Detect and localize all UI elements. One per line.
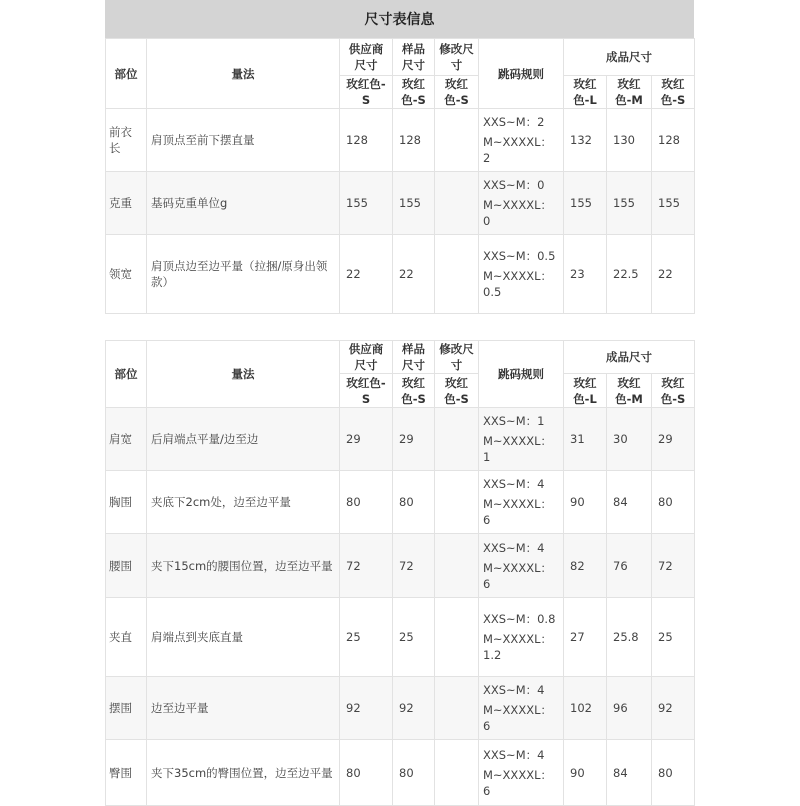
finished-size-cell: 90 (564, 740, 607, 806)
finished-size-cell: 30 (607, 408, 652, 471)
table-row (106, 534, 695, 598)
header-sample: 样品尺寸 (393, 39, 435, 76)
part-cell: 胸围 (106, 471, 147, 534)
rule-line: M~XXXXL：6 (483, 767, 552, 798)
size-table-1 (105, 38, 695, 314)
header-sample: 样品尺寸 (393, 341, 435, 374)
rule-line: M~XXXXL：0.5 (483, 269, 552, 299)
supplier-size-cell: 25 (340, 598, 393, 677)
finished-size-cell: 23 (564, 235, 607, 314)
rule-line: M~XXXXL：6 (483, 560, 552, 591)
rule-line: XXS~M：2 (483, 115, 545, 129)
finished-size-cell: 132 (564, 109, 607, 172)
supplier-size-cell: 155 (340, 172, 393, 235)
table-row (106, 740, 695, 806)
sample-size-cell: 72 (393, 534, 435, 598)
header-supplier: 供应商尺寸 (340, 39, 393, 76)
method-cell: 肩顶点边至边平量（拉捆/原身出领款） (147, 235, 340, 314)
finished-size-cell: 22 (652, 235, 695, 314)
finished-size-cell: 82 (564, 534, 607, 598)
finished-size-cell: 96 (607, 677, 652, 740)
rule-cell (479, 109, 564, 172)
sample-size-cell: 22 (393, 235, 435, 314)
table-row (106, 172, 695, 235)
modified-size-cell (435, 172, 479, 235)
header-finished-size: 玫红色-L (564, 374, 607, 408)
part-cell: 腰围 (106, 534, 147, 598)
rule-line: XXS~M：4 (483, 540, 545, 555)
supplier-size-cell: 80 (340, 740, 393, 806)
finished-size-cell: 155 (607, 172, 652, 235)
table-row (106, 109, 695, 172)
part-cell: 前衣长 (106, 109, 147, 172)
method-cell: 夹底下2cm处，边至边平量 (147, 471, 340, 534)
sample-size-cell: 92 (393, 677, 435, 740)
method-cell: 边至边平量 (147, 677, 340, 740)
header-row (106, 341, 695, 374)
rule-line: XXS~M：4 (483, 477, 545, 491)
finished-size-cell: 80 (652, 471, 695, 534)
header-sample-color: 玫红色-S (393, 374, 435, 408)
supplier-size-cell: 128 (340, 109, 393, 172)
header-modified-color: 玫红色-S (435, 374, 479, 408)
method-cell: 肩端点到夹底直量 (147, 598, 340, 677)
table-row (106, 408, 695, 471)
header-modified-color: 玫红色-S (435, 76, 479, 109)
header-finished-size: 玫红色-S (652, 374, 695, 408)
rule-cell (479, 598, 564, 677)
method-cell: 肩顶点至前下摆直量 (147, 109, 340, 172)
finished-size-cell: 128 (652, 109, 695, 172)
method-cell: 后肩端点平量/边至边 (147, 408, 340, 471)
finished-size-cell: 25.8 (607, 598, 652, 677)
table-row (106, 235, 695, 314)
header-part: 部位 (106, 39, 147, 109)
header-method: 量法 (147, 341, 340, 408)
header-row (106, 39, 695, 76)
table-row (106, 471, 695, 534)
sample-size-cell: 80 (393, 740, 435, 806)
method-cell: 夹下35cm的臀围位置，边至边平量 (147, 740, 340, 806)
finished-size-cell: 27 (564, 598, 607, 677)
sample-size-cell: 29 (393, 408, 435, 471)
rule-cell (479, 471, 564, 534)
header-rule: 跳码规则 (479, 39, 564, 109)
size-chart-title: 尺寸表信息 (105, 0, 694, 38)
header-sample-color: 玫红色-S (393, 76, 435, 109)
rule-line: XXS~M：0.8 (483, 612, 556, 626)
header-method: 量法 (147, 39, 340, 109)
rule-cell (479, 740, 564, 806)
supplier-size-cell: 22 (340, 235, 393, 314)
supplier-size-cell: 29 (340, 408, 393, 471)
rule-line: M~XXXXL：6 (483, 703, 552, 733)
finished-size-cell: 84 (607, 471, 652, 534)
finished-size-cell: 29 (652, 408, 695, 471)
modified-size-cell (435, 534, 479, 598)
header-supplier-color: 玫红色-S (340, 76, 393, 109)
part-cell: 夹直 (106, 598, 147, 677)
rule-line: XXS~M：1 (483, 414, 545, 428)
finished-size-cell: 84 (607, 740, 652, 806)
finished-size-cell: 90 (564, 471, 607, 534)
size-table-2 (105, 340, 695, 806)
sample-size-cell: 80 (393, 471, 435, 534)
part-cell: 领宽 (106, 235, 147, 314)
part-cell: 臀围 (106, 740, 147, 806)
rule-cell (479, 172, 564, 235)
modified-size-cell (435, 235, 479, 314)
table-row (106, 598, 695, 677)
part-cell: 肩宽 (106, 408, 147, 471)
finished-size-cell: 102 (564, 677, 607, 740)
modified-size-cell (435, 408, 479, 471)
finished-size-cell: 76 (607, 534, 652, 598)
rule-cell (479, 534, 564, 598)
header-supplier: 供应商尺寸 (340, 341, 393, 374)
rule-line: XXS~M：0.5 (483, 249, 556, 263)
finished-size-cell: 80 (652, 740, 695, 806)
finished-size-cell: 155 (564, 172, 607, 235)
rule-line: M~XXXXL：2 (483, 135, 552, 165)
supplier-size-cell: 72 (340, 534, 393, 598)
header-finished: 成品尺寸 (564, 341, 695, 374)
modified-size-cell (435, 598, 479, 677)
sample-size-cell: 128 (393, 109, 435, 172)
supplier-size-cell: 92 (340, 677, 393, 740)
sample-size-cell: 25 (393, 598, 435, 677)
header-finished-size: 玫红色-S (652, 76, 695, 109)
header-supplier-color: 玫红色-S (340, 374, 393, 408)
rule-cell (479, 408, 564, 471)
modified-size-cell (435, 740, 479, 806)
rule-cell (479, 677, 564, 740)
rule-line: M~XXXXL：6 (483, 497, 552, 527)
part-cell: 摆围 (106, 677, 147, 740)
header-finished-size: 玫红色-M (607, 374, 652, 408)
header-part: 部位 (106, 341, 147, 408)
finished-size-cell: 25 (652, 598, 695, 677)
header-rule: 跳码规则 (479, 341, 564, 408)
modified-size-cell (435, 677, 479, 740)
supplier-size-cell: 80 (340, 471, 393, 534)
method-cell: 基码克重单位g (147, 172, 340, 235)
rule-cell (479, 235, 564, 314)
finished-size-cell: 92 (652, 677, 695, 740)
rule-line: M~XXXXL：1 (483, 434, 552, 464)
header-finished-size: 玫红色-M (607, 76, 652, 109)
header-modified: 修改尺寸 (435, 39, 479, 76)
modified-size-cell (435, 109, 479, 172)
rule-line: XXS~M：0 (483, 178, 545, 192)
header-finished-size: 玫红色-L (564, 76, 607, 109)
finished-size-cell: 155 (652, 172, 695, 235)
rule-line: M~XXXXL：0 (483, 198, 552, 228)
finished-size-cell: 22.5 (607, 235, 652, 314)
header-finished: 成品尺寸 (564, 39, 695, 76)
table-row (106, 677, 695, 740)
rule-line: XXS~M：4 (483, 747, 545, 762)
sample-size-cell: 155 (393, 172, 435, 235)
part-cell: 克重 (106, 172, 147, 235)
finished-size-cell: 31 (564, 408, 607, 471)
modified-size-cell (435, 471, 479, 534)
rule-line: XXS~M：4 (483, 683, 545, 697)
finished-size-cell: 72 (652, 534, 695, 598)
finished-size-cell: 130 (607, 109, 652, 172)
rule-line: M~XXXXL：1.2 (483, 632, 552, 662)
method-cell: 夹下15cm的腰围位置，边至边平量 (147, 534, 340, 598)
header-modified: 修改尺寸 (435, 341, 479, 374)
